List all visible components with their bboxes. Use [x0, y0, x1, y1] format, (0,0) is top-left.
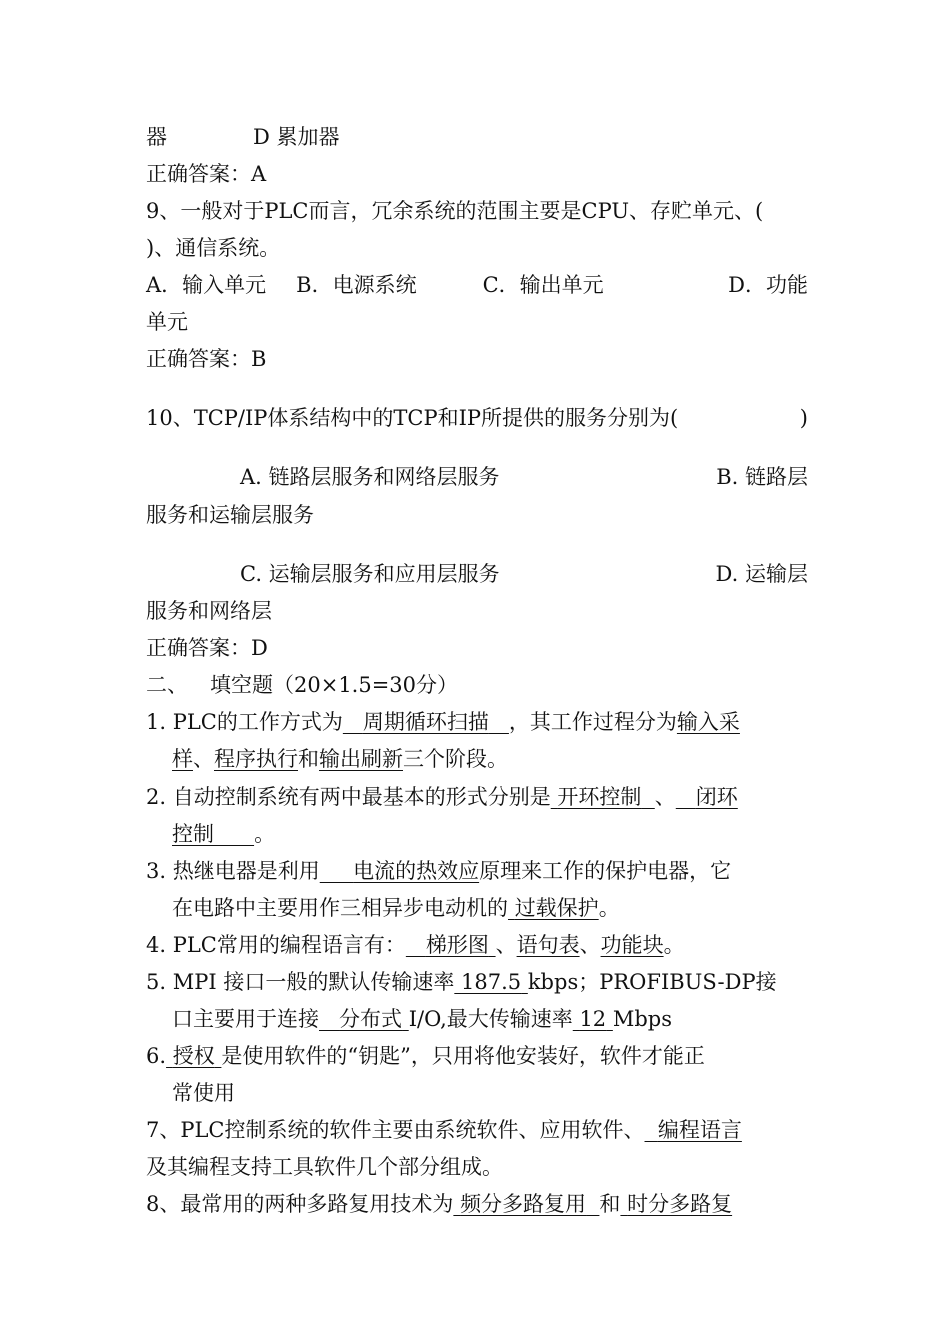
fill-5-answer-2-text: 分布式 [339, 1007, 403, 1031]
q10-options-ab [146, 462, 808, 492]
q9-option-a: A．输入单元 [146, 273, 267, 297]
fill-1-text: 1. PLC的工作方式为 [146, 710, 343, 734]
fill-5-text-2: kbps；PROFIBUS-DP接 [527, 970, 777, 994]
fill-1-answer-1-text: 周期循环扫描 [362, 710, 489, 734]
q9-answer: 正确答案：B [146, 347, 267, 371]
fill-4-answer-3: 功能块 [600, 933, 664, 957]
fill-item-6-cont: 常使用 [172, 1081, 235, 1105]
fill-3-end: 。 [598, 896, 620, 920]
fill-1-answer-1 [343, 710, 509, 734]
fill-4-answer-1-text: 梯形图 [425, 933, 489, 957]
q10-option-d: D. 运输层 [715, 562, 808, 586]
fill-4-text: 4. PLC常用的编程语言有： [146, 933, 406, 957]
fill-2-answer-1 [551, 785, 655, 809]
fill-6-text: 是使用软件的“钥匙”，只用将他安装好，软件才能正 [221, 1044, 705, 1068]
fill-item-5 [146, 967, 808, 997]
q9-option-b: B．电源系统 [296, 273, 417, 297]
fill-1-text-2: ，其工作过程分为 [508, 710, 677, 734]
q8-options-tail [146, 122, 808, 152]
fill-1-answer-3: 程序执行 [214, 747, 298, 771]
fill-item-7 [146, 1115, 808, 1145]
fill-2-answer-2-cont [172, 822, 254, 846]
fill-1-answer-2-cont: 样 [172, 747, 193, 771]
fill-6-answer-1-text: 授权 [172, 1044, 215, 1068]
fill-3-text-3: 在电路中主要用作三相异步电动机的 [172, 896, 508, 920]
fill-4-sep-1: 、 [495, 933, 517, 957]
fill-8-text: 8、最常用的两种多路复用技术为 [146, 1192, 454, 1216]
q10-option-c: C. 运输层服务和应用层服务 [240, 562, 500, 586]
fill-item-3 [146, 856, 808, 886]
fill-7-answer-1-text: 编程语言 [657, 1118, 742, 1142]
q10-option-d-cont: 服务和网络层 [146, 599, 272, 623]
fill-1-answer-4: 输出刷新 [319, 747, 403, 771]
q9-option-c: C．输出单元 [482, 273, 604, 297]
fill-2-answer-1-text: 开环控制 [557, 785, 642, 809]
q10-option-a: A. 链路层服务和网络层服务 [240, 465, 500, 489]
fill-3-answer-1 [320, 859, 479, 883]
fill-7-text: 7、PLC控制系统的软件主要由系统软件、应用软件、 [146, 1118, 645, 1142]
fill-2-answer-2-cont-text: 控制 [172, 822, 214, 846]
fill-1-end: 三个阶段。 [403, 747, 508, 771]
q9-options [146, 270, 808, 300]
fill-8-and: 和 [599, 1192, 621, 1216]
q10-stem-text: 10、TCP/IP体系结构中的TCP和IP所提供的服务分别为( [146, 406, 679, 430]
q9-stem-line1: 9、一般对于PLC而言，冗余系统的范围主要是CPU、存贮单元、( [146, 199, 764, 223]
section-title: 填空题（20×1.5=30分） [210, 673, 459, 697]
fill-3-answer-2 [508, 896, 599, 920]
fill-2-sep: 、 [654, 785, 676, 809]
q10-stem [146, 403, 808, 433]
fill-5-answer-3 [573, 1007, 613, 1031]
fill-5-text-4: I/O,最大传输速率 [408, 1007, 573, 1031]
fill-8-answer-2-text: 时分多路复 [627, 1192, 733, 1216]
section-heading [146, 670, 808, 700]
fill-3-answer-2-text: 过载保护 [514, 896, 599, 920]
fill-2-answer-2 [676, 785, 738, 809]
fill-1-sep: 、 [193, 747, 214, 771]
fill-item-5-cont [172, 1004, 808, 1034]
fill-5-text-3: 口主要用于连接 [172, 1007, 319, 1031]
fill-2-text: 2. 自动控制系统有两中最基本的形式分别是 [146, 785, 551, 809]
fill-5-answer-1-text: 187.5 [461, 970, 522, 994]
fill-4-answer-1 [406, 933, 496, 957]
q8-option-c-tail: 器 [146, 125, 167, 149]
q10-option-b: B. 链路层 [716, 465, 808, 489]
q8-option-d: D 累加器 [253, 125, 340, 149]
fill-2-answer-2-text: 闭环 [695, 785, 738, 809]
fill-1-answer-2: 输入采 [676, 710, 740, 734]
q10-option-b-cont: 服务和运输层服务 [146, 503, 314, 527]
fill-1-and: 和 [298, 747, 319, 771]
fill-3-text: 3. 热继电器是利用 [146, 859, 320, 883]
fill-item-2 [146, 782, 808, 812]
fill-8-answer-1 [453, 1192, 599, 1216]
fill-5-unit: Mbps [612, 1007, 673, 1031]
fill-4-answer-2: 语句表 [516, 933, 580, 957]
fill-8-answer-1-text: 频分多路复用 [460, 1192, 587, 1216]
q9-option-d-cont: 单元 [146, 310, 188, 334]
fill-item-2-cont [172, 819, 808, 849]
fill-item-4 [146, 930, 808, 960]
fill-3-answer-1-text: 电流的热效应 [353, 859, 480, 883]
fill-5-answer-1 [454, 970, 528, 994]
fill-7-answer-1 [645, 1118, 742, 1142]
fill-item-6 [146, 1041, 808, 1071]
fill-8-answer-2 [620, 1192, 732, 1216]
fill-6-answer-1 [166, 1044, 221, 1068]
fill-5-answer-2 [319, 1007, 409, 1031]
fill-5-text: 5. MPI 接口一般的默认传输速率 [146, 970, 455, 994]
q8-answer: 正确答案：A [146, 162, 267, 186]
fill-item-1-cont [172, 744, 808, 774]
fill-6-number: 6. [146, 1044, 167, 1068]
q10-options-cd [146, 559, 808, 589]
fill-3-text-2: 原理来工作的保护电器，它 [479, 859, 732, 883]
q10-answer: 正确答案：D [146, 636, 268, 660]
fill-item-1 [146, 707, 808, 737]
q9-option-d: D．功能 [728, 273, 808, 297]
fill-5-answer-3-text: 12 [579, 1007, 607, 1031]
section-number: 二、 [146, 673, 188, 697]
fill-2-end: 。 [254, 822, 276, 846]
fill-item-7-cont: 及其编程支持工具软件几个部分组成。 [146, 1155, 503, 1179]
q10-stem-close: ) [799, 406, 808, 430]
fill-item-3-cont [172, 893, 808, 923]
fill-4-sep-2: 、 [579, 933, 601, 957]
fill-item-8 [146, 1189, 808, 1219]
q9-stem-line2: )、通信系统。 [146, 236, 281, 260]
fill-4-end: 。 [663, 933, 685, 957]
